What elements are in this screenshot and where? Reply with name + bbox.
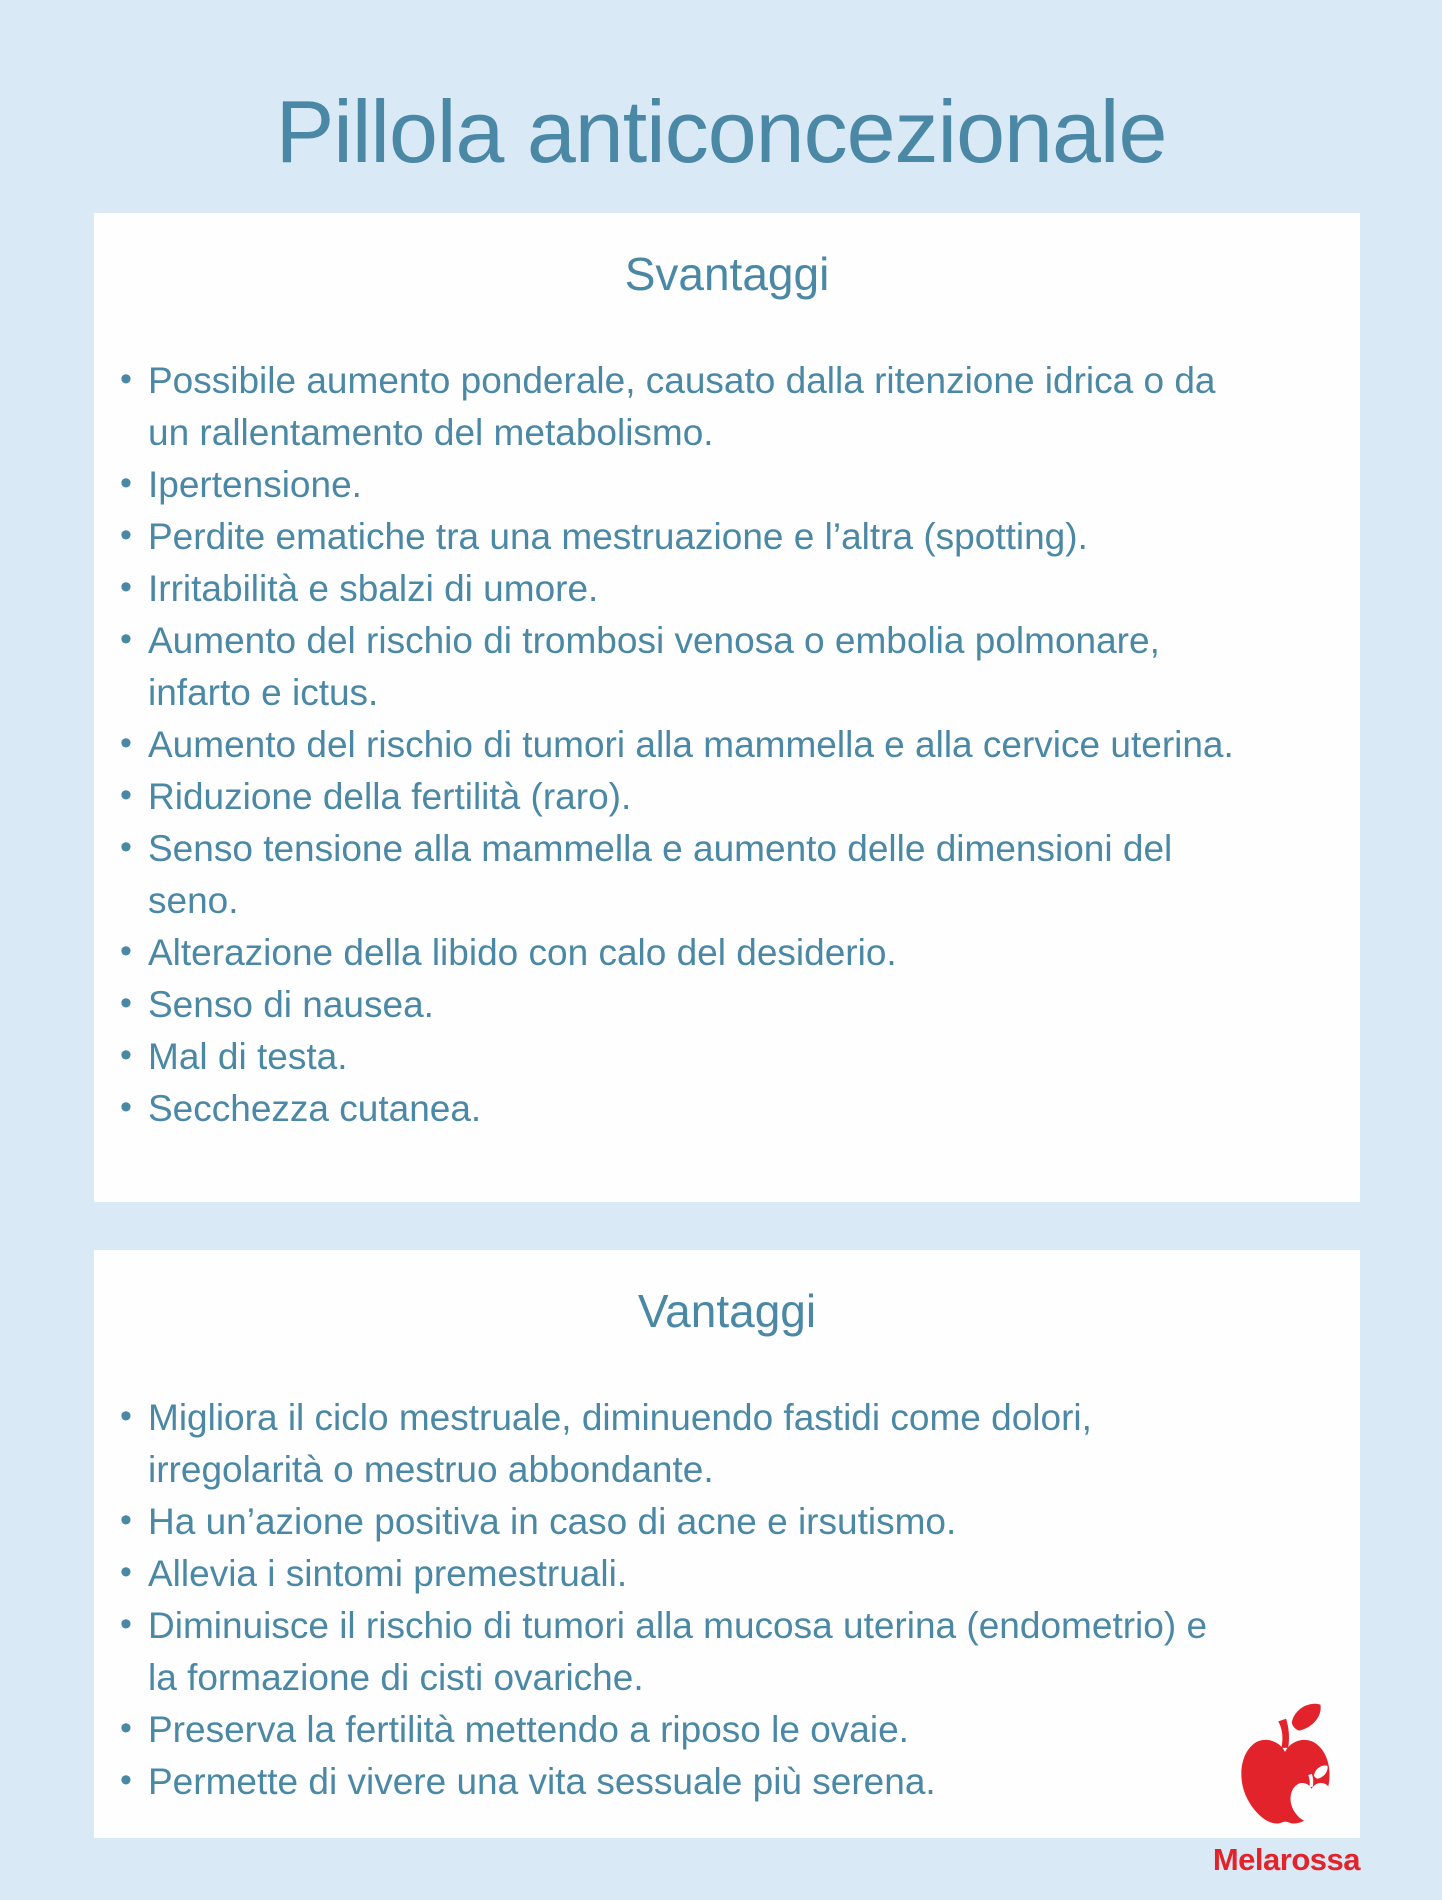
bullet-icon: • — [120, 1761, 132, 1799]
list-item — [118, 355, 1240, 459]
list-item-text: Permette di vivere una vita sessuale più serena. — [148, 1761, 936, 1802]
list-item — [118, 771, 1240, 823]
list-item — [118, 511, 1240, 563]
section-card-vantaggi — [94, 1250, 1360, 1838]
bullet-icon: • — [120, 620, 132, 658]
bullet-icon: • — [120, 1397, 132, 1435]
list-item — [118, 979, 1240, 1031]
list-item-text: Senso di nausea. — [148, 984, 434, 1025]
list-item — [118, 1496, 1240, 1548]
bullet-icon: • — [120, 1709, 132, 1747]
list-item-text: Possibile aumento ponderale, causato dalla ritenzione idrica o da un rallentamento del metabolismo. — [148, 360, 1216, 453]
list-item — [118, 1083, 1240, 1135]
list-item-text: Aumento del rischio di trombosi venosa o embolia polmonare, infarto e ictus. — [148, 620, 1160, 713]
list-item-text: Aumento del rischio di tumori alla mammella e alla cervice uterina. — [148, 724, 1234, 765]
list-item — [118, 1031, 1240, 1083]
list-item-text: Senso tensione alla mammella e aumento delle dimensioni del seno. — [148, 828, 1173, 921]
melarossa-wordmark: Melarossa — [1212, 1842, 1360, 1877]
list-item — [118, 927, 1240, 979]
section-heading-vantaggi: Vantaggi — [637, 1285, 817, 1337]
section-card-svantaggi — [94, 213, 1360, 1202]
bullet-list-svantaggi — [118, 355, 1336, 1135]
bullet-icon: • — [120, 724, 132, 762]
list-item-text: Migliora il ciclo mestruale, diminuendo fastidi come dolori, irregolarità o mestruo abbondante. — [148, 1397, 1092, 1490]
list-item — [118, 1392, 1240, 1496]
bullet-icon: • — [120, 360, 132, 398]
bullet-icon: • — [120, 1501, 132, 1539]
list-item — [118, 1548, 1240, 1600]
list-item-text: Secchezza cutanea. — [148, 1088, 482, 1129]
list-item — [118, 823, 1240, 927]
list-item-text: Preserva la fertilità mettendo a riposo le ovaie. — [148, 1709, 909, 1750]
list-item-text: Irritabilità e sbalzi di umore. — [148, 568, 599, 609]
list-item — [118, 719, 1240, 771]
bullet-icon: • — [120, 776, 132, 814]
list-item-text: Mal di testa. — [148, 1036, 348, 1077]
list-item — [118, 563, 1240, 615]
list-item-text: Ha un’azione positiva in caso di acne e irsutismo. — [148, 1501, 957, 1542]
list-item-text: Perdite ematiche tra una mestruazione e l’altra (spotting). — [148, 516, 1088, 557]
list-item-text: Alterazione della libido con calo del desiderio. — [148, 932, 897, 973]
page-title: Pillola anticoncezionale — [275, 81, 1167, 181]
bullet-icon: • — [120, 568, 132, 606]
list-item — [118, 1600, 1240, 1704]
list-item-text: Riduzione della fertilità (raro). — [148, 776, 632, 817]
bullet-icon: • — [120, 1553, 132, 1591]
bullet-icon: • — [120, 464, 132, 502]
section-heading-svantaggi: Svantaggi — [624, 248, 830, 300]
list-item — [118, 615, 1240, 719]
list-item — [118, 1704, 1240, 1756]
list-item — [118, 459, 1240, 511]
bullet-list-vantaggi — [118, 1392, 1336, 1808]
bullet-icon: • — [120, 984, 132, 1022]
bullet-icon: • — [120, 932, 132, 970]
bullet-icon: • — [120, 1088, 132, 1126]
list-item-text: Ipertensione. — [148, 464, 362, 505]
bullet-icon: • — [120, 1605, 132, 1643]
melarossa-apple-icon — [1232, 1700, 1336, 1830]
list-item — [118, 1756, 1240, 1808]
bullet-icon: • — [120, 828, 132, 866]
list-item-text: Allevia i sintomi premestruali. — [148, 1553, 628, 1594]
list-item-text: Diminuisce il rischio di tumori alla mucosa uterina (endometrio) e la formazione di cisti ovariche. — [148, 1605, 1208, 1698]
bullet-icon: • — [120, 1036, 132, 1074]
bullet-icon: • — [120, 516, 132, 554]
